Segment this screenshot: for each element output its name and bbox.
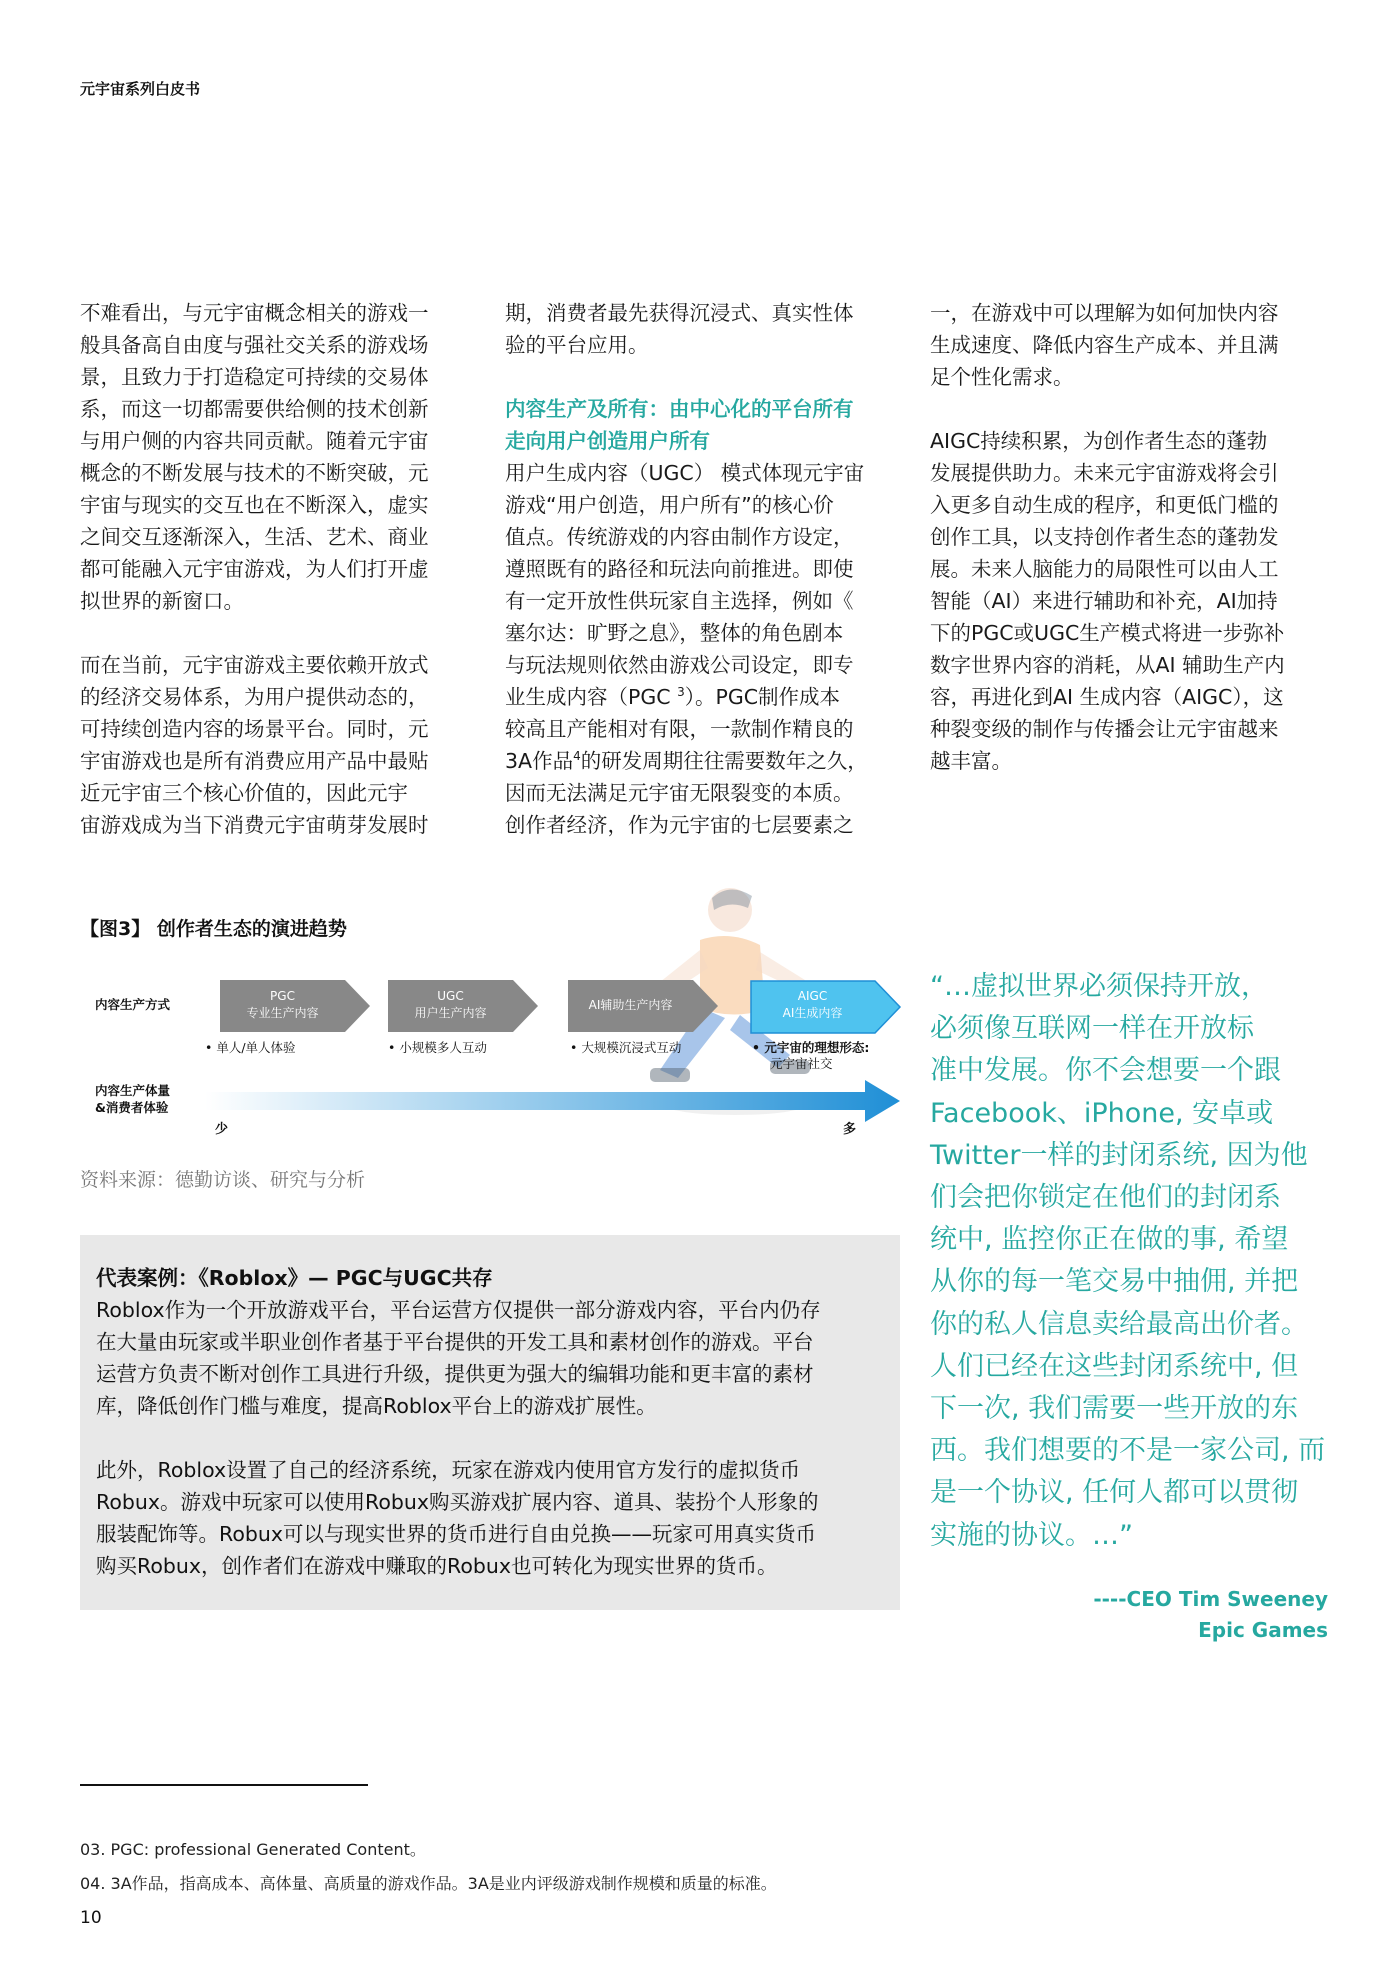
stage-bullet: • 大规模沉浸式互动	[570, 1040, 682, 1055]
paragraph: 用户生成内容（UGC） 模式体现元宇宙 游戏“用户创造，用户所有”的核心价 值点。传统游戏的内容由制作方设定， 遵照既有的路径和玩法向前推进。即使 有一定开放性供玩家自主选择，例如《 塞尔达：旷野之息》，整体的角色剧本 与玩法规则依然由游戏公司设定，即专 业生成内容（PGC $^3$）。PGC制作成本 较高且产能相对有限，一款制作精良的 3A作品$^4$的研发周期往往需要数年之久， 因而无法满足元宇宙无限裂变的本质。 创作者经济，作为元宇宙的七层要素之	[505, 461, 868, 837]
stage-ugc: UGC 用户生产内容	[388, 980, 538, 1032]
row-label-volume: 内容生产体量 &消费者体验	[95, 1083, 171, 1115]
paragraph: 此外，Roblox设置了自己的经济系统，玩家在游戏内使用官方发行的虚拟货币 Robux。游戏中玩家可以使用Robux购买游戏扩展内容、道具、装扮个人形象的 服装配饰等。Robux可以与现实世界的货币进行自由兑换——玩家可用真实货币 购买Robux，创作者们在游戏中赚取的Robux也可转化为现实世界的货币。	[96, 1458, 819, 1578]
axis-more: 多	[843, 1122, 857, 1137]
footnote-divider	[80, 1784, 368, 1786]
column-2	[505, 297, 890, 841]
figure-source: 资料来源：德勤访谈、研究与分析	[80, 1169, 366, 1191]
figure-title: 【图3】 创作者生态的演进趋势	[80, 918, 347, 940]
paragraph: AIGC持续积累，为创作者生态的蓬勃 发展提供助力。未来元宇宙游戏将会引 入更多自动生成的程序，和更低门槛的 创作工具，以支持创作者生态的蓬勃发 展。未来人脑能力的局限性可以由人工 智能（AI）来进行辅助和补充，AI加持 下的PGC或UGC生产模式将进一步弥补 数字世界内容的消耗，从AI 辅助生产内 容，再进化到AI 生成内容（AIGC），这 种裂变级的制作与传播会让元宇宙越来 越丰富。	[930, 429, 1285, 773]
column-1	[80, 297, 465, 841]
column-3	[930, 297, 1315, 777]
stage-ai-assisted: AI辅助生产内容	[568, 980, 718, 1032]
case-study-title: 代表案例：《Roblox》— PGC与UGC共存	[96, 1266, 493, 1290]
footnote-ref-4: 4	[573, 749, 581, 764]
paragraph: 而在当前，元宇宙游戏主要依赖开放式 的经济交易体系，为用户提供动态的， 可持续创造内容的场景平台。同时，元 宇宙游戏也是所有消费应用产品中最贴 近元宇宙三个核心价值的，因此元宇 宙游戏成为当下消费元宇宙萌芽发展时	[80, 653, 429, 837]
footnote-ref-3: 3	[677, 685, 685, 700]
footnote-4: 04. 3A作品，指高成本、高体量、高质量的游戏作品。3A是业内评级游戏制作规模和质量的标准。	[80, 1874, 777, 1893]
section-heading: 内容生产及所有：由中心化的平台所有 走向用户创造用户所有	[505, 397, 854, 453]
stage-bullet: • 单人/单人体验	[205, 1040, 296, 1055]
paragraph: 不难看出，与元宇宙概念相关的游戏一 般具备高自由度与强社交关系的游戏场 景，且致力于打造稳定可持续的交易体 系，而这一切都需要供给侧的技术创新 与用户侧的内容共同贡献。随着元宇宙 概念的不断发展与技术的不断突破，元 宇宙与现实的交互也在不断深入，虚实 之间交互逐渐深入，生活、艺术、商业 都可能融入元宇宙游戏，为人们打开虚 拟世界的新窗口。	[80, 301, 429, 613]
paragraph: Roblox作为一个开放游戏平台，平台运营方仅提供一部分游戏内容，平台内仍存 在大量由玩家或半职业创作者基于平台提供的开发工具和素材创作的游戏。平台 运营方负责不断对创作工具进行升级，提供更为强大的编辑功能和更丰富的素材 库，降低创作门槛与难度，提高Roblox平台上的游戏扩展性。	[96, 1298, 821, 1418]
quote-attribution: ----CEO Tim Sweeney Epic Games	[1093, 1587, 1328, 1642]
footnote-3: 03. PGC: professional Generated Content。	[80, 1840, 426, 1859]
case-study-box	[80, 1235, 900, 1610]
page-number: 10	[80, 1908, 102, 1928]
stage-bullet: • 元宇宙的理想形态: 元宇宙社交	[752, 1040, 870, 1071]
stage-aigc: AIGC AI生成内容	[750, 980, 900, 1032]
document-header: 元宇宙系列白皮书	[80, 80, 201, 98]
stage-pgc: PGC 专业生产内容	[220, 980, 370, 1032]
paragraph: 期，消费者最先获得沉浸式、真实性体 验的平台应用。	[505, 301, 854, 357]
stage-bullet: • 小规模多人互动	[388, 1040, 487, 1055]
paragraph: 一，在游戏中可以理解为如何加快内容 生成速度、降低内容生产成本、并且满 足个性化需求。	[930, 301, 1279, 389]
volume-gradient-arrow	[205, 1080, 900, 1122]
row-label-production: 内容生产方式	[95, 997, 171, 1012]
pull-quote: “…虚拟世界必须保持开放， 必须像互联网一样在开放标 准中发展。你不会想要一个跟 Facebook、iPhone, 安卓或 Twitter一样的封闭系统, 因为他 们会把你锁定在他们的封闭系 统中, 监控你正在做的事, 希望 从你的每一笔交易中抽佣, 并把 你的私人信息卖给最高出价者。 人们已经在这些封闭系统中, 但 下一次, 我们需要一些开放的东 西。我们想要的不是一家公司, 而 是一个协议, 任何人都可以贯彻 实施的协议。…”	[930, 971, 1326, 1551]
axis-less: 少	[215, 1122, 229, 1137]
